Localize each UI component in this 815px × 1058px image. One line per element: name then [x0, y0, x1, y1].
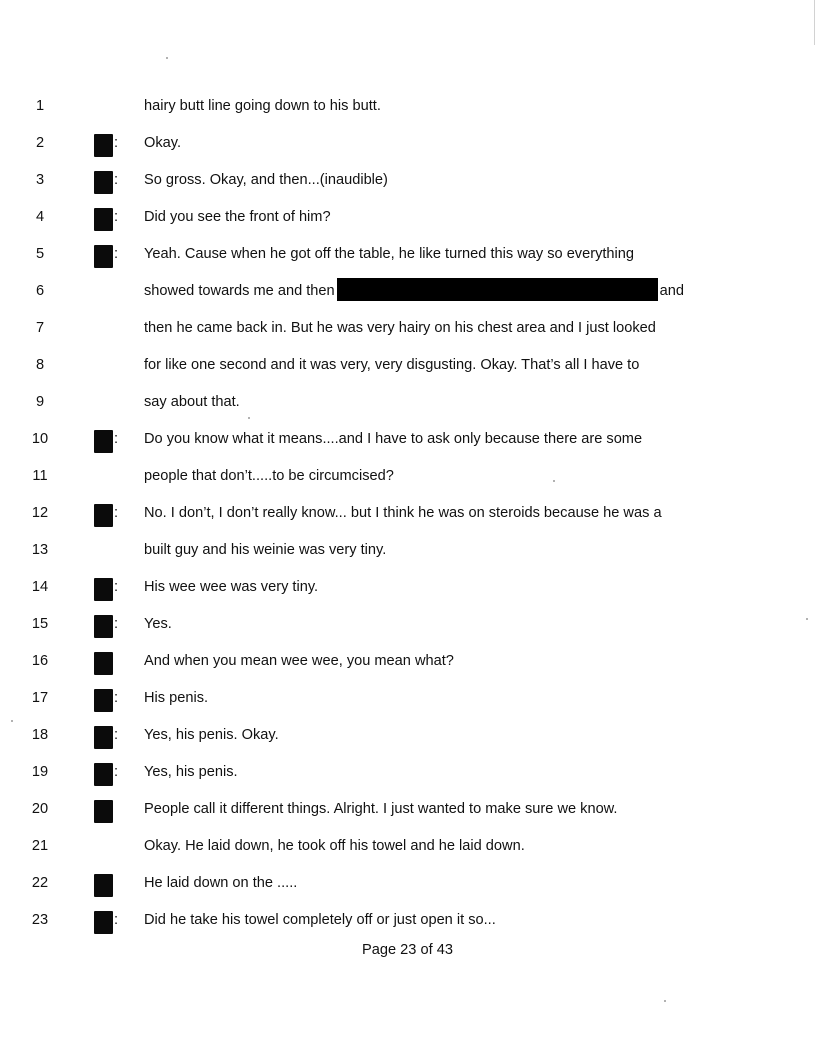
line-number: 20 — [31, 801, 49, 817]
line-number: 10 — [31, 431, 49, 447]
line-number: 5 — [35, 246, 45, 262]
redacted-speaker-name — [94, 578, 113, 601]
redacted-speaker-name — [94, 763, 113, 786]
speaker-colon: : — [114, 764, 119, 780]
redaction-bar — [337, 278, 658, 301]
line-text: No. I don’t, I don’t really know... but I think he was on steroids because he was a — [144, 505, 662, 521]
line-number: 3 — [35, 172, 45, 188]
transcript-line — [0, 606, 815, 643]
transcript-line — [0, 421, 815, 458]
redacted-speaker-name — [94, 245, 113, 268]
line-number: 1 — [35, 98, 45, 114]
transcript-line — [0, 532, 815, 569]
line-text: People call it different things. Alright. I just wanted to make sure we know. — [144, 801, 618, 817]
redacted-speaker-name — [94, 652, 113, 675]
speaker-colon: : — [114, 579, 119, 595]
line-text: built guy and his weinie was very tiny. — [144, 542, 387, 558]
line-text: His penis. — [144, 690, 209, 706]
line-text: He laid down on the ..... — [144, 875, 298, 891]
line-number: 11 — [32, 468, 48, 484]
line-text: His wee wee was very tiny. — [144, 579, 319, 595]
transcript-line — [0, 347, 815, 384]
redacted-speaker-name — [94, 689, 113, 712]
line-text: then he came back in. But he was very hairy on his chest area and I just looked — [144, 320, 656, 336]
line-text: Okay. — [144, 135, 182, 151]
transcript-line — [0, 717, 815, 754]
scan-speck — [664, 1000, 666, 1002]
scan-speck — [11, 720, 13, 722]
transcript-line — [0, 125, 815, 162]
line-text: hairy butt line going down to his butt. — [144, 98, 381, 114]
transcript-line — [0, 236, 815, 273]
line-number: 7 — [35, 320, 45, 336]
speaker-colon: : — [114, 246, 119, 262]
transcript-line — [0, 754, 815, 791]
redacted-speaker-name — [94, 134, 113, 157]
speaker-colon: : — [114, 135, 119, 151]
transcript-line — [0, 865, 815, 902]
line-number: 18 — [31, 727, 49, 743]
line-number: 14 — [31, 579, 49, 595]
scan-speck — [248, 417, 250, 419]
transcript-line — [0, 384, 815, 421]
speaker-colon: : — [114, 616, 119, 632]
transcript-line — [0, 569, 815, 606]
line-text: for like one second and it was very, very disgusting. Okay. That’s all I have to — [144, 357, 640, 373]
scan-speck — [166, 57, 168, 59]
line-number: 22 — [31, 875, 49, 891]
line-text: say about that. — [144, 394, 240, 410]
page-footer: Page 23 of 43 — [362, 942, 453, 958]
line-text: Yeah. Cause when he got off the table, he like turned this way so everything — [144, 246, 635, 262]
redacted-speaker-name — [94, 874, 113, 897]
redacted-speaker-name — [94, 171, 113, 194]
redacted-speaker-name — [94, 615, 113, 638]
line-number: 23 — [31, 912, 49, 928]
transcript-line — [0, 458, 815, 495]
line-text: Did you see the front of him? — [144, 209, 331, 225]
line-text — [144, 273, 684, 310]
line-number: 9 — [35, 394, 45, 410]
speaker-colon: : — [114, 690, 119, 706]
line-number: 16 — [31, 653, 49, 669]
redacted-speaker-name — [94, 911, 113, 934]
line-number: 21 — [31, 838, 49, 854]
transcript-line — [0, 680, 815, 717]
line-number: 2 — [35, 135, 45, 151]
line-number: 12 — [31, 505, 49, 521]
line-text: Okay. He laid down, he took off his towel and he laid down. — [144, 838, 525, 854]
transcript-line — [0, 495, 815, 532]
line-text: Yes, his penis. — [144, 764, 238, 780]
line-text: Did he take his towel completely off or just open it so... — [144, 912, 496, 928]
redacted-speaker-name — [94, 208, 113, 231]
line-text: So gross. Okay, and then...(inaudible) — [144, 172, 388, 188]
transcript-line — [0, 273, 815, 310]
redacted-speaker-name — [94, 800, 113, 823]
line-text-before-redaction: showed towards me and then — [144, 283, 335, 299]
speaker-colon: : — [114, 172, 119, 188]
line-number: 15 — [31, 616, 49, 632]
speaker-colon: : — [114, 727, 119, 743]
speaker-colon: : — [114, 912, 119, 928]
line-text: Yes. — [144, 616, 172, 632]
line-text: And when you mean wee wee, you mean what? — [144, 653, 454, 669]
line-text: Yes, his penis. Okay. — [144, 727, 279, 743]
speaker-colon: : — [114, 209, 119, 225]
redacted-speaker-name — [94, 726, 113, 749]
transcript-line — [0, 310, 815, 347]
scan-speck — [553, 480, 555, 482]
line-number: 17 — [31, 690, 49, 706]
line-number: 4 — [35, 209, 45, 225]
transcript-line — [0, 643, 815, 680]
transcript-line — [0, 902, 815, 939]
speaker-colon: : — [114, 505, 119, 521]
line-number: 8 — [35, 357, 45, 373]
line-text: people that don’t.....to be circumcised? — [144, 468, 394, 484]
transcript-line — [0, 828, 815, 865]
transcript-line — [0, 199, 815, 236]
line-number: 6 — [35, 283, 45, 299]
scan-speck — [806, 618, 808, 620]
line-number: 19 — [31, 764, 49, 780]
transcript-line — [0, 791, 815, 828]
redacted-speaker-name — [94, 504, 113, 527]
transcript-line — [0, 162, 815, 199]
line-number: 13 — [31, 542, 49, 558]
transcript-body — [0, 88, 815, 939]
transcript-line — [0, 88, 815, 125]
redacted-speaker-name — [94, 430, 113, 453]
line-text: Do you know what it means....and I have to ask only because there are some — [144, 431, 643, 447]
speaker-colon: : — [114, 431, 119, 447]
line-text-after-redaction: and — [659, 283, 685, 299]
